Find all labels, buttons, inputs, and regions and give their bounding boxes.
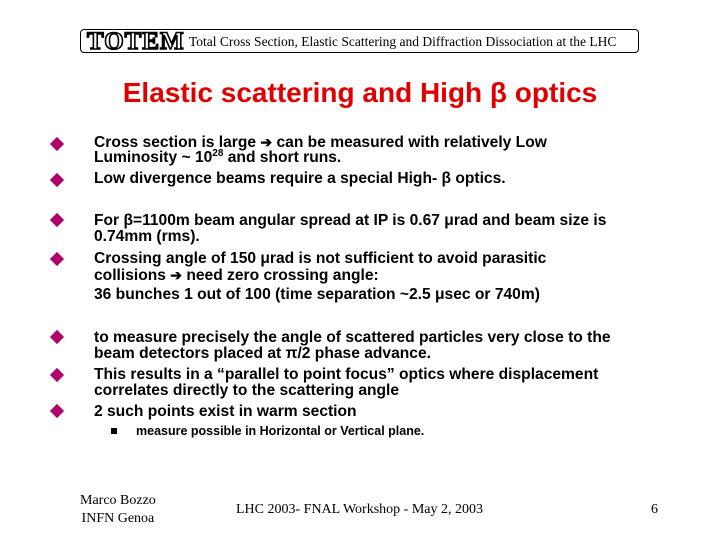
diamond-bullet-icon <box>50 368 64 382</box>
bullet-7-text: 2 such points exist in warm section <box>94 403 357 420</box>
diamond-bullet-icon <box>50 404 64 418</box>
totem-logo: TOTEM <box>87 27 185 55</box>
bullet-3-line-2: 0.74mm (rms). <box>94 228 200 245</box>
bullet-4-part-b2: need zero crossing angle: <box>182 267 379 284</box>
bullet-6-line-2: correlates directly to the scattering angle <box>94 382 400 399</box>
bullet-1-part-d: and short runs. <box>223 149 342 166</box>
footer-affiliation: INFN Genoa <box>81 511 155 526</box>
slide-title: Elastic scattering and High β optics <box>122 77 598 108</box>
bullet-4-line-1: Crossing angle of 150 μrad is not sufficient to avoid parasitic <box>94 250 547 267</box>
header-banner <box>80 29 639 53</box>
sub-bullet-text: measure possible in Horizontal or Vertical plane. <box>136 424 425 438</box>
diamond-bullet-icon <box>50 213 64 227</box>
diamond-bullet-icon <box>50 330 64 344</box>
bullet-5-line-2: beam detectors placed at π/2 phase advance. <box>94 345 431 362</box>
bullet-1-part-b: can be measured with relatively Low <box>272 134 547 151</box>
bullet-2-text: Low divergence beams require a special High- β optics. <box>94 170 506 187</box>
header-title: Total Cross Section, Elastic Scattering and Diffraction Dissociation at the LHC <box>189 34 617 49</box>
bullet-1-part-c: Luminosity ~ 10 <box>94 149 213 166</box>
right-arrow-icon: ➔ <box>170 267 182 283</box>
bullet-text-line <box>94 267 379 284</box>
footer-author-block <box>80 492 156 528</box>
bullet-text-line <box>94 150 341 166</box>
page-number: 6 <box>651 502 658 517</box>
bullet-3-line-1: For β=1100m beam angular spread at IP is 0.67 μrad and beam size is <box>94 212 607 229</box>
right-arrow-icon: ➔ <box>260 134 273 150</box>
bullet-5-line-1: to measure precisely the angle of scattered particles very close to the <box>94 329 611 346</box>
diamond-bullet-icon <box>50 173 64 187</box>
bullet-1-part-a: Cross section is large <box>94 134 261 151</box>
bullet-6-line-1: This results in a “parallel to point focus” optics where displacement <box>94 366 599 383</box>
bullet-4-part-b1: collisions <box>94 267 171 284</box>
square-bullet-icon <box>111 428 117 434</box>
bullet-1-exponent: 28 <box>212 148 224 159</box>
diamond-bullet-icon <box>50 137 64 151</box>
footer-author: Marco Bozzo <box>80 493 156 508</box>
footer-event: LHC 2003- FNAL Workshop - May 2, 2003 <box>236 502 483 517</box>
diamond-bullet-icon <box>50 252 64 266</box>
bullet-4-line-3: 36 bunches 1 out of 100 (time separation ~2.5 μsec or 740m) <box>94 286 540 303</box>
